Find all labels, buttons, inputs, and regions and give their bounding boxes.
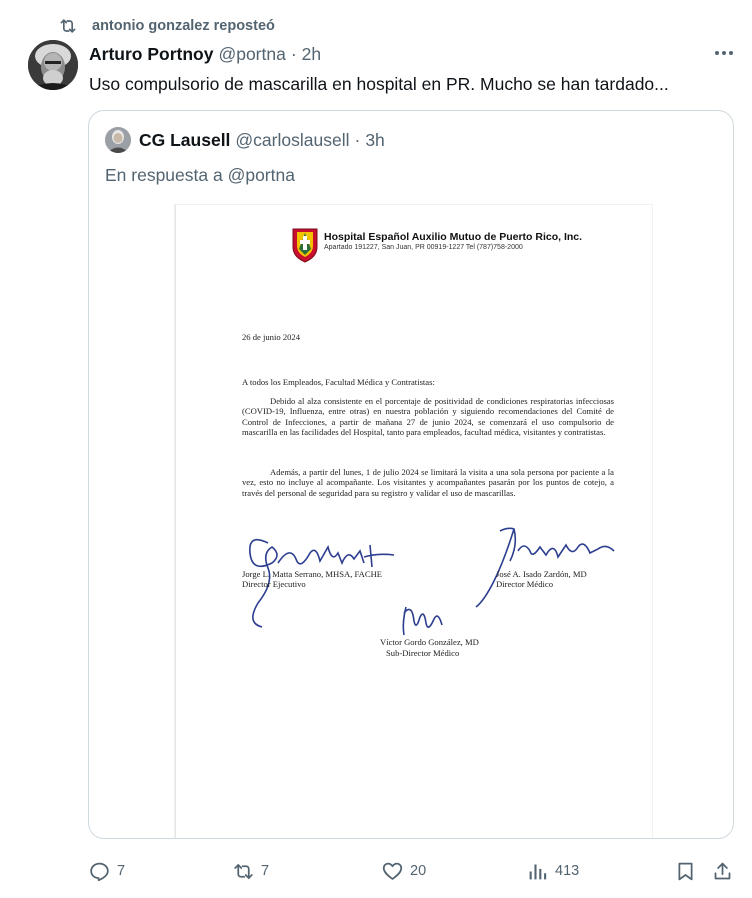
author-handle[interactable]: @portna	[218, 43, 286, 64]
signature-isado	[474, 521, 624, 611]
signer-1-title: Director Ejecutivo	[242, 579, 306, 589]
repost-button[interactable]	[233, 858, 269, 884]
heart-icon	[382, 861, 403, 882]
signer-2-name: José A. Isado Zardón, MD	[496, 569, 587, 579]
signature-gordo	[400, 601, 450, 641]
repost-action-icon	[233, 861, 254, 882]
hospital-name: Hospital Español Auxilio Mutuo de Puerto Rico, Inc.	[324, 231, 583, 243]
letter-paragraph-2: Además, a partir del lunes, 1 de julio 2024 se limitará la visita a una sola persona por paciente a la vez, esto no incluye al acompañante. Los visitantes y acompañantes pasarán por los puntos de cotejo, a través del personal de seguridad para su registro y validar el uso de mascarillas.	[242, 467, 614, 498]
like-button[interactable]	[382, 858, 426, 884]
letter-paragraph-1: Debido al alza consistente en el porcentaje de positividad de condiciones respiratorias infecciosas (COVID-19, Influenza, entre otras) en nuestra población y siguiendo recomendaciones del Comité de Control de Infecciones, a partir de mañana 27 de junio 2024, se comenzará el uso compulsorio de mascarilla en las facilidades del Hospital, tanto para empleados, facultad médica, visitantes y contratistas.	[242, 396, 614, 438]
hospital-crest-logo	[292, 227, 318, 263]
views-chart-icon	[527, 861, 548, 882]
separator-dot: ·	[290, 43, 297, 64]
quote-author-avatar	[105, 127, 131, 153]
share-button[interactable]	[712, 858, 733, 884]
document-image[interactable]	[175, 205, 652, 839]
signer-2-title: Director Médico	[496, 579, 554, 589]
tweet-text: Uso compulsorio de mascarilla en hospital en PR. Mucho se han tardado...	[89, 74, 669, 94]
bookmark-icon	[675, 861, 696, 882]
tweet-header	[89, 42, 321, 66]
views-button[interactable]	[527, 858, 579, 884]
quote-author-name: CG Lausell	[139, 129, 231, 150]
letter-date: 26 de junio 2024	[242, 332, 301, 342]
signer-3-name: Víctor Gordo González, MD	[380, 637, 479, 647]
reply-context: En respuesta a @portna	[105, 165, 295, 185]
quote-separator-dot: ·	[354, 129, 361, 150]
repost-text: antonio gonzalez reposteó	[92, 18, 275, 34]
author-name[interactable]: Arturo Portnoy	[89, 43, 214, 64]
more-icon	[714, 50, 734, 56]
quoted-tweet-card[interactable]	[88, 110, 734, 839]
reply-count: 7	[117, 863, 126, 879]
views-count: 413	[555, 863, 580, 879]
more-options-button[interactable]	[712, 44, 736, 62]
reply-button[interactable]	[89, 858, 125, 884]
signer-1-name: Jorge L. Matta Serrano, MHSA, FACHE	[242, 569, 383, 579]
repost-count: 7	[261, 863, 270, 879]
signer-3-title: Sub-Director Médico	[386, 648, 460, 658]
repost-indicator[interactable]	[58, 14, 275, 38]
like-count: 20	[410, 863, 427, 879]
quote-author-handle: @carloslausell	[235, 129, 350, 150]
bookmark-button[interactable]	[675, 858, 696, 884]
repost-icon	[58, 16, 78, 36]
author-avatar[interactable]	[28, 40, 78, 90]
share-icon	[712, 861, 733, 882]
letter-greeting: A todos los Empleados, Facultad Médica y Contratistas:	[242, 377, 435, 387]
quote-header	[105, 127, 385, 153]
quote-time: 3h	[365, 129, 385, 150]
hospital-address: Apartado 191227, San Juan, PR 00919-1227 Tel (787)758-2000	[324, 244, 523, 251]
tweet-time[interactable]: 2h	[301, 43, 322, 64]
reply-icon	[89, 861, 110, 882]
